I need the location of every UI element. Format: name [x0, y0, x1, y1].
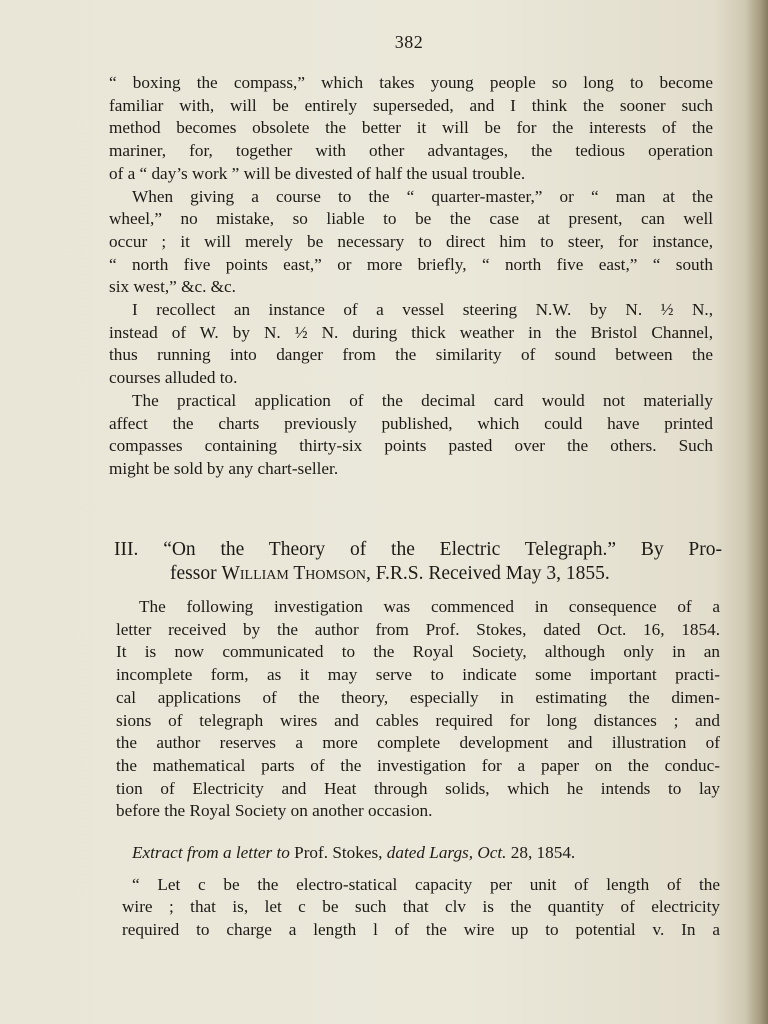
text-line: wire ; that is, let c be such that clv is the quantity of electricity — [122, 897, 720, 917]
heading-prefix: fessor — [170, 563, 222, 584]
text-line: required to charge a length l of the wire up to potential v. In a — [122, 920, 720, 940]
text-line: mariner, for, together with other advantages, the tedious operation — [109, 141, 713, 161]
extract-italic-b: dated Largs, Oct. — [386, 843, 507, 862]
text-line: before the Royal Society on another occasion. — [116, 801, 433, 821]
page-number: 382 — [394, 32, 424, 52]
extract-italic-a: Extract from a letter to — [132, 843, 290, 862]
section-introduction-text — [116, 596, 720, 823]
text-line: sions of telegraph wires and cables required for long distances ; and — [116, 710, 720, 730]
text-line: When giving a course to the “ quarter-master,” or “ man at the — [132, 186, 713, 206]
text-line: method becomes obsolete the better it will be for the interests of the — [109, 118, 713, 138]
text-line: the mathematical parts of the investigation for a paper on the conduc- — [116, 755, 720, 775]
extract-roman-b: 28, 1854. — [506, 843, 576, 862]
extract-roman-a: Prof. Stokes, — [289, 843, 387, 862]
text-line: instead of W. by N. ½ N. during thick weather in the Bristol Channel, — [109, 322, 713, 342]
heading-title-line: III. “On the Theory of the Electric Telegraph.” By Pro- — [114, 539, 722, 560]
text-line: “ Let c be the electro-statical capacity per unit of length of the — [132, 874, 720, 894]
text-line: compasses containing thirty-six points pasted over the others. Such — [109, 436, 713, 456]
text-line: the author reserves a more complete development and illustration of — [116, 733, 720, 753]
text-line: letter received by the author from Prof. Stokes, dated Oct. 16, 1854. — [116, 619, 720, 639]
heading-author-line — [114, 562, 722, 586]
text-line: occur ; it will merely be necessary to direct him to steer, for instance, — [109, 231, 713, 251]
text-line: The practical application of the decimal card would not materially — [132, 390, 713, 410]
text-line: courses alluded to. — [109, 368, 238, 388]
text-line: affect the charts previously published, which could have printed — [109, 413, 713, 433]
text-line: incomplete form, as it may serve to indicate some important practi- — [116, 665, 720, 685]
text-line: The following investigation was commenced in consequence of a — [139, 597, 720, 616]
section-compass-text — [109, 72, 713, 481]
author-name: William Thomson — [221, 563, 366, 584]
text-line: six west,” &c. &c. — [109, 277, 236, 297]
text-line: “ boxing the compass,” which takes young people so long to become — [109, 73, 713, 92]
text-line: “ north five points east,” or more briefly, “ north five east,” “ south — [109, 254, 713, 274]
heading-received: , F.R.S. Received May 3, 1855. — [365, 563, 610, 584]
text-line: might be sold by any chart-seller. — [109, 458, 339, 478]
article-heading — [114, 538, 722, 586]
page-gutter-shadow — [746, 0, 768, 1024]
text-line: It is now communicated to the Royal Society, although only in an — [116, 642, 720, 662]
text-line: thus running into danger from the similarity of sound between the — [109, 345, 713, 365]
extract-heading — [122, 842, 720, 865]
text-line: tion of Electricity and Heat through solids, which he intends to lay — [116, 778, 720, 798]
text-line: familiar with, will be entirely superseded, and I think the sooner such — [109, 95, 713, 115]
text-line: cal applications of the theory, especially in estimating the dimen- — [116, 687, 720, 707]
text-line: wheel,” no mistake, so liable to be the case at present, can well — [109, 209, 713, 229]
section-extract-text — [122, 842, 720, 942]
text-line: I recollect an instance of a vessel steering N.W. by N. ½ N., — [132, 300, 713, 320]
text-line: of a “ day’s work ” will be divested of half the usual trouble. — [109, 163, 526, 183]
